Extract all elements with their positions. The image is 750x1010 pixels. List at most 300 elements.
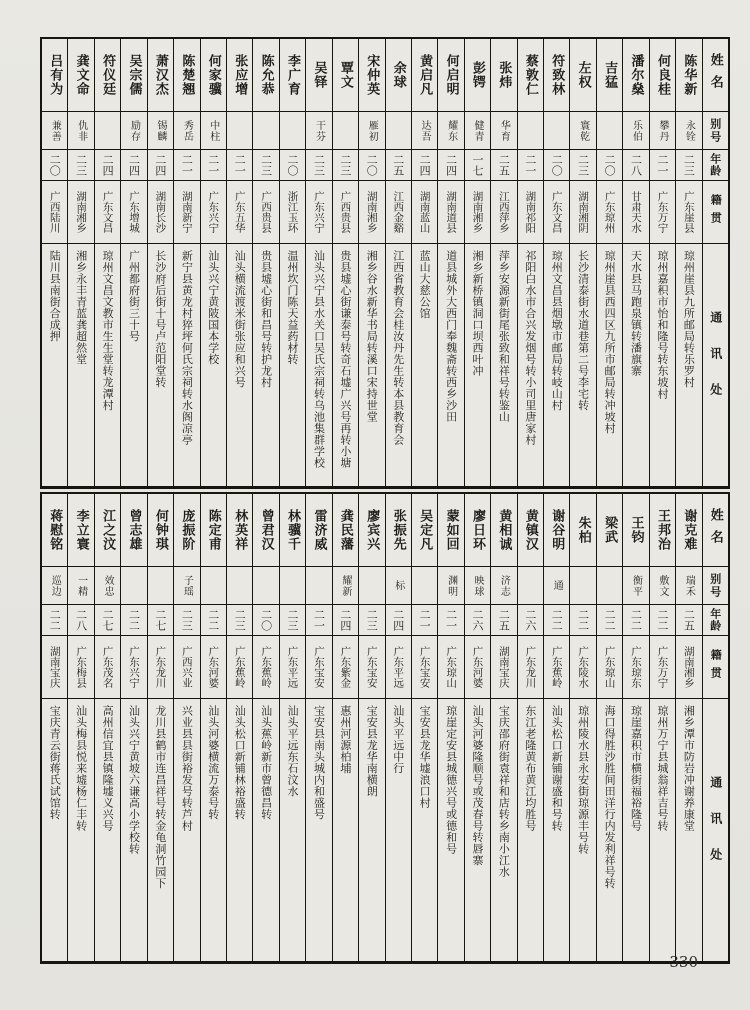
name-cell [148,494,173,567]
alias-text: 健青 [471,119,483,142]
address-cell [174,699,199,962]
age-cell [280,150,305,181]
address-text: 汕头松口新铺林裕盛转 [233,705,247,820]
native-text: 广西兴业 [180,646,193,688]
native-text: 广东琼山 [445,646,458,688]
address-text: 陆川县南街合成押 [48,250,62,342]
name-text: 潘尔燊 [628,54,644,96]
address-cell [42,699,67,962]
address-cell [544,699,569,962]
native-text: 广东五华 [233,191,246,233]
name-cell [42,39,67,112]
address-text: 琼崖定安县城德兴号或德和号 [444,705,458,855]
name-text: 宋仲英 [364,54,380,96]
address-cell [95,244,120,487]
age-cell [676,605,701,636]
alias-cell [465,112,490,150]
person-column [622,39,648,487]
alias-text: 渊明 [445,574,457,597]
age-cell [465,605,490,636]
native-text: 湖南湘乡 [365,191,378,233]
person-column [543,39,569,487]
header-address-cell [703,244,728,487]
native-cell [253,181,278,244]
native-text: 广西贵县 [339,191,352,233]
native-cell [676,181,701,244]
native-cell [333,636,358,699]
age-text: 二七 [153,609,167,631]
native-text: 广东梅县 [75,646,88,688]
name-cell [518,39,543,112]
native-cell [544,181,569,244]
name-text: 何钟琪 [152,509,168,551]
name-text: 梁武 [602,516,618,544]
age-cell [148,150,173,181]
age-cell [386,150,411,181]
age-text: 二二 [603,609,617,631]
native-cell [676,636,701,699]
native-text: 广东蕉岭 [550,646,563,688]
address-text: 琼州崖县西四区九所市邮局转冲坡村 [603,250,617,434]
name-cell [465,39,490,112]
age-text: 二一 [180,154,194,176]
native-text: 江西萍乡 [497,191,510,233]
age-text: 二〇 [286,154,300,176]
age-cell [623,605,648,636]
header-alias-text: 别号 [708,572,722,599]
age-text: 二一 [233,154,247,176]
name-text: 张振先 [390,509,406,551]
alias-text: 济志 [498,574,510,597]
age-text: 二〇 [603,154,617,176]
age-cell [333,150,358,181]
name-cell [544,494,569,567]
alias-cell [518,112,543,150]
age-cell [438,605,463,636]
age-text: 二六 [470,609,484,631]
age-cell [359,605,384,636]
name-cell [227,494,252,567]
name-cell [491,39,516,112]
address-text: 琼州崖县九所邮局转乐罗村 [682,250,696,388]
alias-cell [174,567,199,605]
native-cell [623,181,648,244]
alias-text: 华育 [498,119,510,142]
name-cell [333,494,358,567]
alias-cell [333,112,358,150]
person-column [675,494,701,962]
native-text: 广东平远 [286,646,299,688]
address-text: 汕头横流渡米街张应和兴号 [233,250,247,388]
header-address-text: 通讯处 [708,776,723,884]
native-text: 广东万宁 [656,191,669,233]
native-cell [280,181,305,244]
name-cell [121,494,146,567]
address-cell [412,699,437,962]
native-text: 广东宝安 [418,646,431,688]
name-text: 曾志雄 [126,509,142,551]
name-text: 何家骥 [205,54,221,96]
alias-cell [359,112,384,150]
native-cell [121,181,146,244]
age-cell [68,150,93,181]
person-column [517,494,543,962]
age-text: 二〇 [365,154,379,176]
person-column [569,494,595,962]
name-cell [95,494,120,567]
native-text: 江西金谿 [392,191,405,233]
age-cell [253,150,278,181]
header-native-text: 籍贯 [709,194,723,230]
header-age-cell [703,605,728,636]
name-cell [359,39,384,112]
name-cell [306,39,331,112]
age-text: 二七 [101,609,115,631]
age-text: 二一 [655,154,669,176]
name-cell [227,39,252,112]
age-cell [174,150,199,181]
name-text: 黄镇汉 [522,509,538,551]
address-cell [306,244,331,487]
name-text: 蔡敦仁 [522,54,538,96]
address-text: 汕头兴宁黄陂国本学校 [206,250,220,365]
address-cell [253,699,278,962]
age-text: 二一 [418,609,432,631]
name-text: 黄相诚 [496,509,512,551]
native-text: 广东崖县 [682,191,695,233]
person-column [358,39,384,487]
alias-cell [68,112,93,150]
name-cell [650,39,675,112]
native-cell [491,181,516,244]
name-text: 陈定甫 [205,509,221,551]
name-cell [597,39,622,112]
address-text: 湘乡潭市防岩冲谢养康堂 [682,705,696,832]
person-column [200,39,226,487]
alias-cell [676,112,701,150]
person-column [147,494,173,962]
native-cell [544,636,569,699]
address-text: 宝安县龙华南横朗 [365,705,379,797]
person-column [385,39,411,487]
age-cell [121,605,146,636]
native-cell [148,636,173,699]
alias-cell [412,112,437,150]
address-cell [280,699,305,962]
name-cell [174,494,199,567]
native-text: 广东琼东 [630,646,643,688]
native-cell [121,636,146,699]
person-column [490,494,516,962]
person-column [120,494,146,962]
address-cell [570,699,595,962]
header-address-text: 通讯处 [708,311,723,419]
native-text: 广东文昌 [101,191,114,233]
native-text: 广西贵县 [260,191,273,233]
alias-cell [253,567,278,605]
age-text: 二〇 [48,154,62,176]
alias-text: 瑞禾 [683,574,695,597]
name-cell [544,39,569,112]
person-column [147,39,173,487]
alias-cell [42,112,67,150]
roster-table-bottom [40,492,730,964]
native-text: 湖南宝庆 [48,646,61,688]
address-cell [491,699,516,962]
header-alias-cell [703,112,728,150]
alias-text: 兼善 [49,119,61,142]
native-text: 广东琼州 [603,191,616,233]
address-cell [518,244,543,487]
native-text: 湖南祁阳 [524,191,537,233]
person-column [596,39,622,487]
age-cell [544,605,569,636]
address-cell [280,244,305,487]
name-cell [253,39,278,112]
native-cell [174,181,199,244]
native-cell [650,636,675,699]
name-cell [412,494,437,567]
alias-cell [386,112,411,150]
alias-cell [306,567,331,605]
alias-cell [438,112,463,150]
person-column [305,494,331,962]
alias-text: 映球 [471,574,483,597]
age-text: 二三 [576,154,590,176]
age-text: 二一 [523,154,537,176]
alias-text: 效忠 [102,574,114,597]
address-text: 宝庆邵府街袁祥和店转乡南小江水 [497,705,511,878]
native-text: 湖南湘乡 [75,191,88,233]
address-text: 新宁县黄龙村猝坪何氏宗祠转水阁凉亭 [180,250,194,446]
alias-cell [676,567,701,605]
name-cell [121,39,146,112]
address-text: 温州坎门陈天益药材转 [286,250,300,365]
name-cell [623,494,648,567]
alias-cell [465,567,490,605]
person-column [517,39,543,487]
native-cell [518,636,543,699]
native-text: 湖南湘乡 [682,646,695,688]
native-text: 广西陆川 [48,191,61,233]
age-cell [333,605,358,636]
native-text: 湖南新宁 [180,191,193,233]
age-cell [280,605,305,636]
age-cell [42,605,67,636]
alias-text: 一精 [75,574,87,597]
address-cell [333,244,358,487]
person-column [569,39,595,487]
native-cell [465,181,490,244]
age-text: 二三 [233,609,247,631]
age-text: 二五 [682,609,696,631]
native-cell [438,181,463,244]
age-cell [650,605,675,636]
address-cell [518,699,543,962]
alias-text: 励存 [128,119,140,142]
person-column [305,39,331,487]
alias-cell [148,567,173,605]
age-cell [570,150,595,181]
age-cell [174,605,199,636]
native-text: 广东河婆 [207,646,220,688]
name-cell [68,39,93,112]
name-text: 何良桂 [654,54,670,96]
alias-cell [95,567,120,605]
name-cell [570,39,595,112]
address-text: 萍乡安源新街尾张致和祥号转鉴山 [497,250,511,423]
alias-cell [597,112,622,150]
address-cell [148,244,173,487]
person-column [173,494,199,962]
age-cell [597,150,622,181]
name-text: 吴宗儒 [126,54,142,96]
native-text: 广东兴宁 [128,646,140,688]
native-text: 广东河婆 [471,646,484,688]
name-cell [676,494,701,567]
age-cell [201,605,226,636]
name-text: 黄启凡 [417,54,433,96]
address-cell [95,699,120,962]
age-text: 二四 [444,154,458,176]
person-column [279,39,305,487]
age-cell [253,605,278,636]
native-cell [95,636,120,699]
age-text: 二五 [497,609,511,631]
native-cell [42,181,67,244]
name-cell [491,494,516,567]
native-cell [42,636,67,699]
age-text: 二一 [444,609,458,631]
native-cell [333,181,358,244]
address-cell [465,244,490,487]
address-text: 蓝山大慈公馆 [418,250,432,319]
name-text: 萧汉杰 [152,54,168,96]
alias-text: 乐伯 [630,119,642,142]
person-column [358,494,384,962]
address-cell [623,699,648,962]
name-text: 谢克难 [681,509,697,551]
name-cell [201,39,226,112]
age-text: 二四 [153,154,167,176]
name-text: 庞振阶 [179,509,195,551]
native-cell [570,636,595,699]
name-cell [650,494,675,567]
name-text: 彭锷 [469,61,485,89]
header-address-cell [703,699,728,962]
age-text: 二一 [312,609,326,631]
native-text: 湖南长沙 [154,191,167,233]
age-text: 二三 [286,609,300,631]
age-cell [306,605,331,636]
address-text: 汕头河婆隆顺号或茂春号转唇寨 [470,705,484,866]
address-cell [68,699,93,962]
native-cell [306,636,331,699]
address-cell [438,699,463,962]
address-text: 宝安县南头城内和盛号 [312,705,326,820]
native-cell [306,181,331,244]
name-cell [280,494,305,567]
native-cell [386,181,411,244]
name-text: 谢谷明 [549,509,565,551]
address-cell [597,244,622,487]
age-text: 二四 [391,609,405,631]
native-cell [518,181,543,244]
native-cell [412,181,437,244]
age-cell [676,150,701,181]
native-text: 广东宝安 [312,646,325,688]
address-cell [121,244,146,487]
age-text: 二八 [629,154,643,176]
name-text: 江之汶 [100,509,116,551]
name-text: 吕有为 [47,54,63,96]
age-text: 二四 [338,609,352,631]
name-text: 王邦治 [654,509,670,551]
address-text: 琼州文昌县烟墩市邮局转岐山村 [550,250,564,411]
age-cell [148,605,173,636]
header-name-text: 姓名 [707,53,723,97]
age-text: 二二 [576,609,590,631]
age-cell [121,150,146,181]
alias-text: 子瑶 [181,574,193,597]
age-text: 二〇 [550,154,564,176]
header-native-cell [703,181,728,244]
name-text: 蒋慰铭 [47,509,63,551]
address-text: 汕头河婆横流万泰号转 [206,705,220,820]
page-number: 330 [669,953,698,971]
address-cell [438,244,463,487]
alias-cell [491,567,516,605]
age-text: 二一 [206,154,220,176]
address-cell [359,244,384,487]
address-text: 高州信宜县镇隆墟义兴号 [101,705,115,832]
address-cell [68,244,93,487]
name-text: 张炜 [496,61,512,89]
name-text: 雷济威 [311,509,327,551]
native-cell [412,636,437,699]
address-cell [333,699,358,962]
name-text: 廖宾兴 [364,509,380,551]
age-cell [227,605,252,636]
native-text: 湖南湘阴 [577,191,590,233]
address-cell [544,244,569,487]
person-column [385,494,411,962]
alias-cell [412,567,437,605]
age-text: 一七 [470,154,484,176]
alias-text: 耀东 [445,119,457,142]
age-cell [597,605,622,636]
alias-text: 中柱 [207,119,219,142]
alias-cell [148,112,173,150]
age-cell [201,150,226,181]
person-column [411,39,437,487]
address-cell [201,244,226,487]
alias-text: 通 [551,580,563,591]
address-text: 天水县马跑泉镇转潘旗寨 [629,250,643,377]
alias-cell [174,112,199,150]
name-text: 张应增 [232,54,248,96]
address-text: 祁阳白水市合兴发烟号转小司里唐家村 [523,250,537,446]
name-text: 吴定凡 [417,509,433,551]
native-text: 广东文昌 [550,191,563,233]
person-column [252,39,278,487]
address-text: 琼崖嘉积市横街福裕隆号 [629,705,643,832]
alias-text: 敷文 [656,574,668,597]
age-text: 二三 [682,154,696,176]
age-text: 二二 [48,609,62,631]
native-cell [227,636,252,699]
native-text: 广东龙川 [154,646,167,688]
